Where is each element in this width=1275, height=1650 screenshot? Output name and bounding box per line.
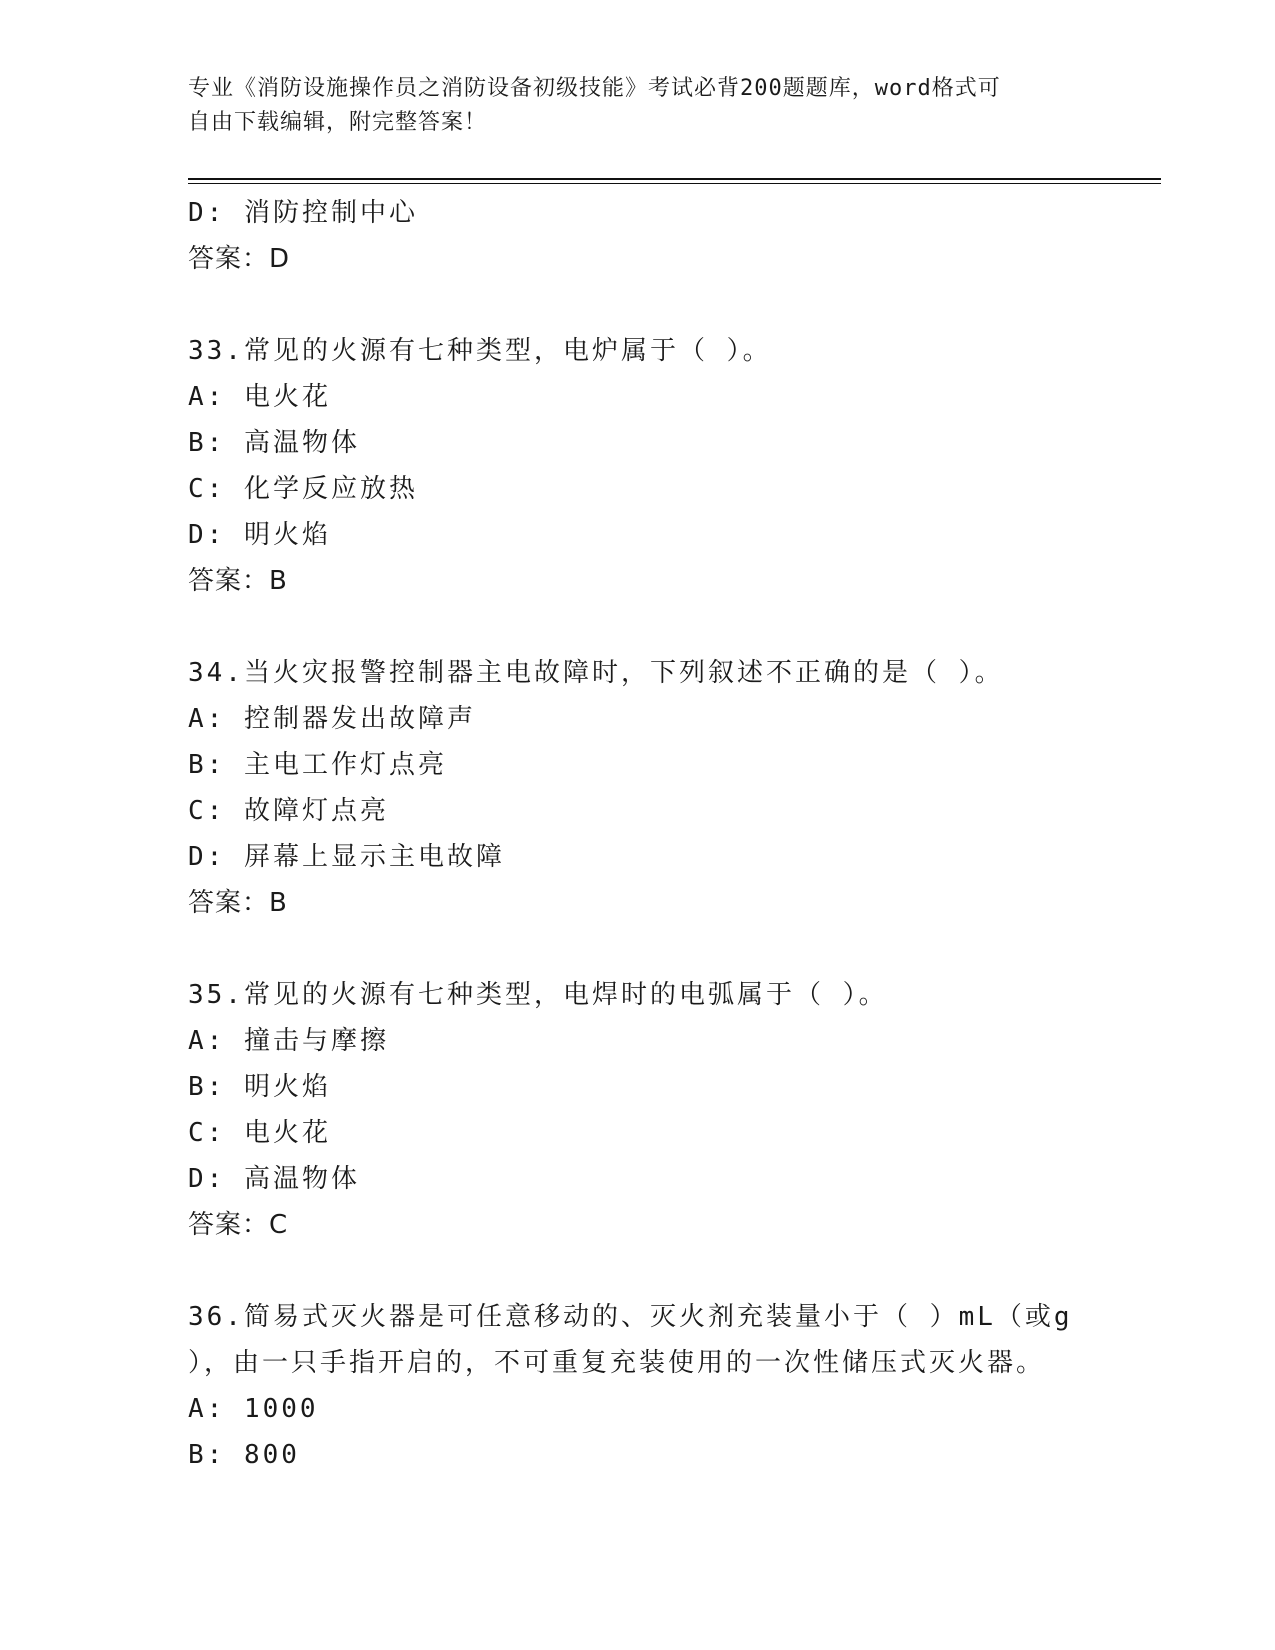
option-a: A: 电火花 [188,382,331,412]
option-d: D: 屏幕上显示主电故障 [188,842,505,872]
option-d: D: 高温物体 [188,1164,360,1194]
option-b: B: 800 [188,1440,300,1470]
option-d: D: 消防控制中心 [188,198,418,228]
question-35 [188,972,1148,1248]
option-c: C: 电火花 [188,1118,331,1148]
previous-question-tail [188,190,1148,282]
question-33 [188,328,1148,604]
answer-line: 答案：B [188,566,288,596]
option-d: D: 明火焰 [188,520,331,550]
header-divider [188,178,1161,184]
option-b: B: 明火焰 [188,1072,331,1102]
option-a: A: 控制器发出故障声 [188,704,476,734]
option-c: C: 故障灯点亮 [188,796,389,826]
option-b: B: 高温物体 [188,428,360,458]
option-b: B: 主电工作灯点亮 [188,750,447,780]
question-text: 34.当火灾报警控制器主电故障时，下列叙述不正确的是（ ）。 [188,658,1004,688]
document-header [188,72,1088,140]
question-list [188,190,1148,1478]
answer-line: 答案：B [188,888,288,918]
question-text: 33.常见的火源有七种类型，电炉属于（ ）。 [188,336,772,366]
option-a: A: 1000 [188,1394,319,1424]
header-line-2: 自由下载编辑，附完整答案！ [188,110,488,135]
question-text-line-2: ），由一只手指开启的，不可重复充装使用的一次性储压式灭火器。 [188,1348,1046,1378]
header-line-1: 专业《消防设施操作员之消防设备初级技能》考试必背200题题库，word格式可 [188,76,1001,101]
answer-line: 答案：D [188,244,291,274]
question-34 [188,650,1148,926]
question-text: 35.常见的火源有七种类型，电焊时的电弧属于（ ）。 [188,980,888,1010]
question-text-line-1: 36.简易式灭火器是可任意移动的、灭火剂充装量小于（ ）mL（或g [188,1302,1073,1332]
option-c: C: 化学反应放热 [188,474,418,504]
option-a: A: 撞击与摩擦 [188,1026,389,1056]
answer-line: 答案：C [188,1210,289,1240]
question-36 [188,1294,1148,1478]
